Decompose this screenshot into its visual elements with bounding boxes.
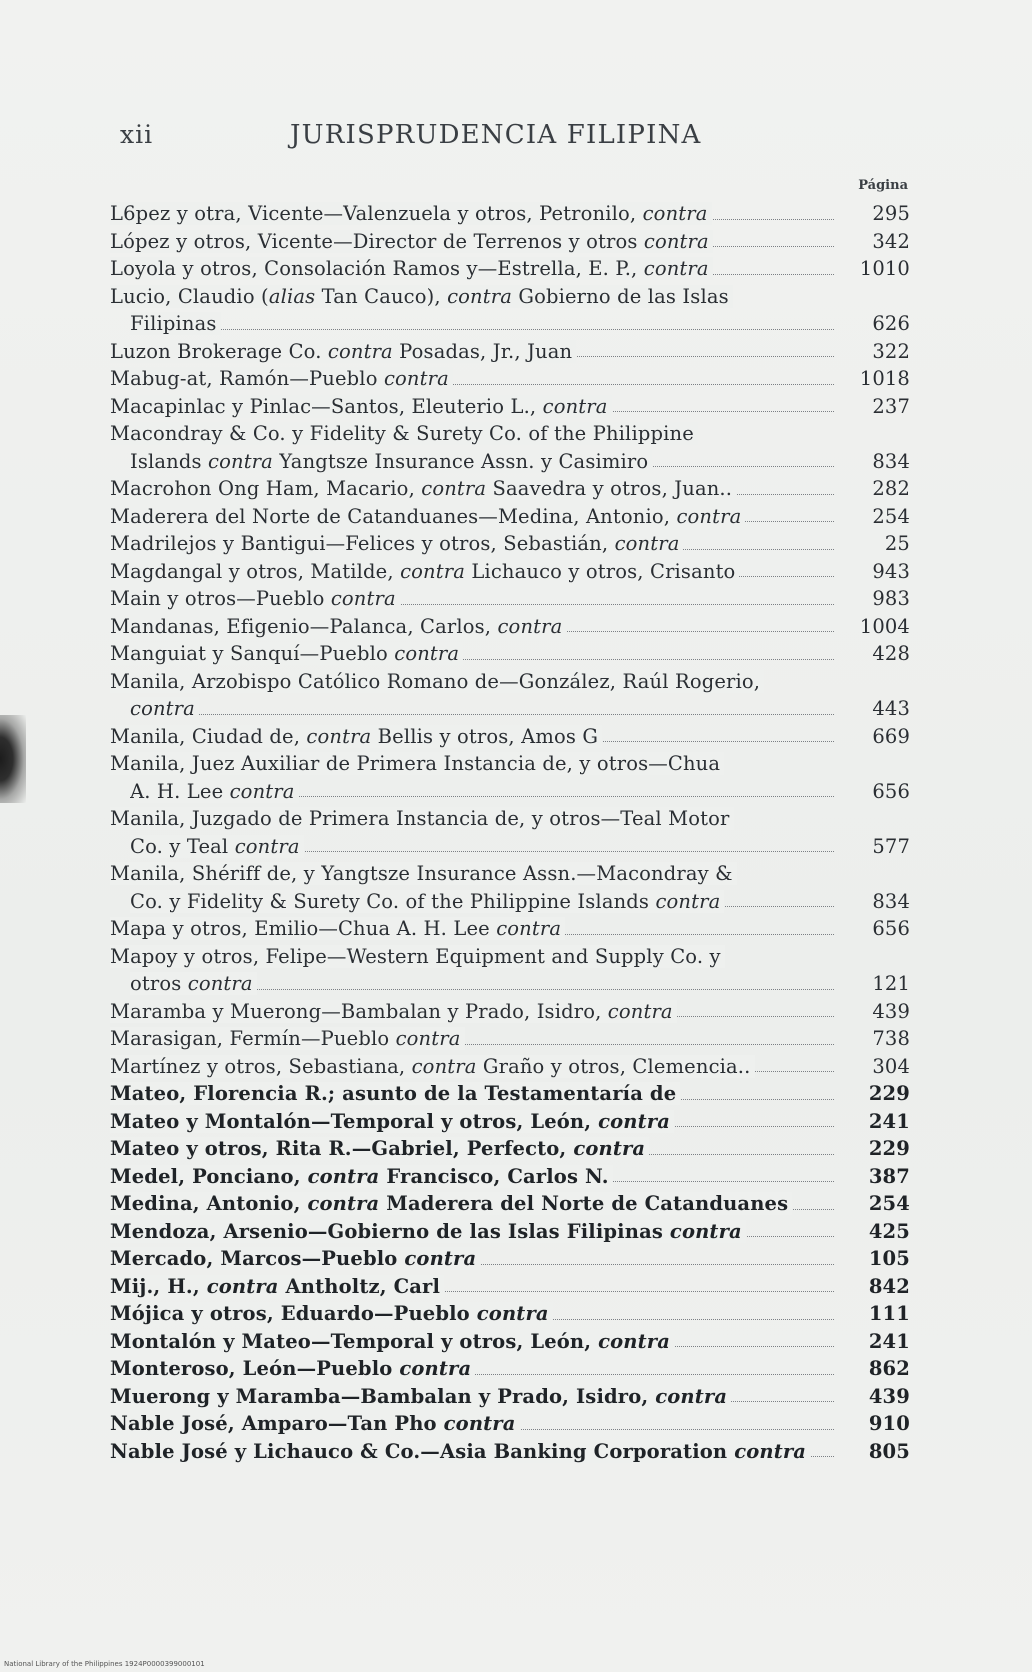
italic-word: contra bbox=[607, 999, 673, 1023]
entry-text bbox=[110, 1302, 553, 1325]
page-number: 439 bbox=[872, 999, 910, 1023]
entry-text bbox=[130, 697, 199, 720]
text-run: Nable José, Amparo—Tan Pho bbox=[110, 1412, 444, 1435]
entry-line bbox=[110, 1108, 840, 1136]
index-entry bbox=[0, 585, 1032, 613]
entry-text bbox=[130, 890, 724, 913]
entry-line bbox=[110, 475, 840, 503]
page-number: 254 bbox=[872, 504, 910, 528]
text-run: Graño y otros, Clemencia.. bbox=[476, 1054, 751, 1078]
italic-word: contra bbox=[614, 532, 680, 555]
entry-text bbox=[110, 1330, 674, 1353]
entry-line bbox=[110, 1080, 840, 1108]
italic-word: contra bbox=[542, 394, 608, 418]
page-number: 738 bbox=[872, 1027, 910, 1050]
entry-line bbox=[110, 668, 840, 696]
entry-line bbox=[110, 723, 840, 751]
text-run: Macrohon Ong Ham, Macario, bbox=[110, 477, 422, 500]
page-number: 428 bbox=[872, 642, 910, 665]
italic-word: contra bbox=[400, 559, 465, 583]
text-run: Manila, Ciudad de, bbox=[110, 724, 307, 748]
entry-line bbox=[110, 338, 840, 366]
italic-word: contra bbox=[643, 229, 709, 253]
page-number: 105 bbox=[868, 1247, 910, 1270]
text-run: Loyola y otros, Consolación Ramos y—Estrella, E. P., bbox=[110, 257, 644, 280]
page-number: 295 bbox=[872, 202, 910, 225]
italic-word: contra bbox=[307, 1164, 380, 1188]
index-entry bbox=[0, 1025, 1032, 1053]
italic-word: contra bbox=[655, 889, 721, 913]
italic-word: contra bbox=[496, 917, 562, 940]
text-run: Mapoy y otros, Felipe—Western Equipment and Supply Co. y bbox=[110, 944, 721, 968]
entry-text bbox=[110, 230, 713, 253]
entry-line bbox=[130, 833, 840, 861]
index-entry bbox=[0, 1190, 1032, 1218]
entry-line bbox=[110, 1300, 840, 1328]
text-run: Manila, Juzgado de Primera Instancia de, y otros—Teal Motor bbox=[110, 807, 730, 830]
entry-line bbox=[110, 915, 840, 943]
entry-text bbox=[130, 312, 221, 335]
text-run: Maramba y Muerong—Bambalan y Prado, Isidro, bbox=[110, 999, 608, 1023]
italic-word: contra bbox=[208, 449, 273, 473]
page-number: 322 bbox=[872, 339, 910, 363]
text-run: Montalón y Mateo—Temporal y otros, León, bbox=[110, 1329, 599, 1353]
index-entry bbox=[0, 860, 1032, 915]
page-number: 282 bbox=[872, 477, 910, 500]
page-number: 111 bbox=[868, 1302, 910, 1325]
entry-line bbox=[110, 1328, 840, 1356]
index-entry bbox=[0, 1080, 1032, 1108]
entry-line bbox=[130, 970, 840, 998]
page-number: 669 bbox=[872, 724, 910, 748]
index-entry bbox=[0, 613, 1032, 641]
index-entry bbox=[0, 338, 1032, 366]
index-entry bbox=[0, 530, 1032, 558]
entry-line bbox=[110, 1355, 840, 1383]
entry-line bbox=[110, 1273, 840, 1301]
index-entry bbox=[0, 475, 1032, 503]
page-number: 254 bbox=[868, 1192, 910, 1215]
entry-line bbox=[130, 778, 840, 806]
text-run: Bellis y otros, Amos G bbox=[371, 724, 599, 748]
text-run: Gobierno de las Islas bbox=[512, 284, 729, 308]
entry-line bbox=[110, 805, 840, 833]
entry-text bbox=[130, 835, 304, 858]
entry-text bbox=[110, 670, 764, 693]
text-run: Mateo y Montalón—Temporal y otros, León, bbox=[110, 1109, 599, 1133]
text-run: Manila, Shériff de, y Yangtsze Insurance Assn.—Macondray & bbox=[110, 862, 733, 885]
text-run: Manila, Arzobispo Católico Romano de—González, Raúl Rogerio, bbox=[110, 669, 761, 693]
entry-text bbox=[110, 862, 737, 885]
entry-text bbox=[110, 285, 733, 308]
entry-text bbox=[110, 477, 736, 500]
entry-line bbox=[110, 1053, 840, 1081]
italic-word: contra bbox=[307, 1192, 380, 1215]
page-number: 1010 bbox=[859, 257, 910, 280]
entry-line bbox=[130, 310, 840, 338]
index-entry bbox=[0, 998, 1032, 1026]
italic-word: contra bbox=[395, 1027, 461, 1050]
entry-text bbox=[110, 367, 453, 390]
index-entry bbox=[0, 503, 1032, 531]
index-entry bbox=[0, 558, 1032, 586]
index-entry bbox=[0, 283, 1032, 338]
text-run: Lucio, Claudio ( bbox=[110, 284, 269, 308]
entry-text bbox=[110, 1000, 677, 1023]
page-number: 342 bbox=[872, 229, 910, 253]
entry-line bbox=[110, 1245, 840, 1273]
entry-line bbox=[110, 585, 840, 613]
text-run: L6pez y otra, Vicente—Valenzuela y otros, Petronilo, bbox=[110, 202, 643, 225]
text-run: Medel, Ponciano, bbox=[110, 1164, 308, 1188]
index-entry bbox=[0, 1273, 1032, 1301]
text-run: A. H. Lee bbox=[130, 779, 230, 803]
italic-word: contra bbox=[399, 1357, 472, 1380]
text-run: Mendoza, Arsenio—Gobierno de las Islas Filipinas bbox=[110, 1219, 670, 1243]
entry-line bbox=[110, 530, 840, 558]
page-number: 241 bbox=[868, 1329, 910, 1353]
italic-word: contra bbox=[327, 339, 393, 363]
italic-word: contra bbox=[676, 504, 742, 528]
text-run: Manila, Juez Auxiliar de Primera Instancia de, y otros—Chua bbox=[110, 752, 721, 775]
entry-line bbox=[110, 228, 840, 256]
entry-text bbox=[130, 450, 652, 473]
entry-text bbox=[110, 1357, 475, 1380]
text-run: Co. y Teal bbox=[130, 834, 235, 858]
entry-line bbox=[130, 448, 840, 476]
entry-line bbox=[110, 420, 840, 448]
index-entry bbox=[0, 1438, 1032, 1466]
page-number: 1018 bbox=[859, 367, 910, 390]
page-number: 626 bbox=[872, 312, 910, 335]
entry-text bbox=[130, 972, 257, 995]
entry-line bbox=[110, 1410, 840, 1438]
italic-word: contra bbox=[229, 779, 295, 803]
entry-text bbox=[110, 945, 725, 968]
page-number: 834 bbox=[872, 449, 910, 473]
index-entry bbox=[0, 255, 1032, 283]
text-run: Mateo y otros, Rita R.—Gabriel, Perfecto, bbox=[110, 1137, 574, 1160]
index-entry bbox=[0, 1300, 1032, 1328]
index-entry bbox=[0, 228, 1032, 256]
index-entry bbox=[0, 915, 1032, 943]
entry-text bbox=[110, 752, 724, 775]
entry-text bbox=[110, 1027, 465, 1050]
italic-word: contra bbox=[573, 1137, 646, 1160]
entry-text bbox=[110, 257, 713, 280]
entry-text bbox=[110, 1082, 680, 1105]
text-run: Posadas, Jr., Juan bbox=[392, 339, 573, 363]
page-number: 25 bbox=[884, 532, 910, 555]
text-run: Manguiat y Sanquí—Pueblo bbox=[110, 642, 395, 665]
italic-word: contra bbox=[234, 834, 300, 858]
entry-text bbox=[110, 422, 698, 445]
entry-line bbox=[110, 1163, 840, 1191]
page-number: 862 bbox=[868, 1357, 910, 1380]
italic-word: contra bbox=[476, 1302, 549, 1325]
index-entry bbox=[0, 393, 1032, 421]
entry-line bbox=[110, 255, 840, 283]
text-run: Co. y Fidelity & Surety Co. of the Philippine Islands bbox=[130, 889, 656, 913]
index-entry bbox=[0, 723, 1032, 751]
entry-text bbox=[110, 505, 745, 528]
entry-line bbox=[110, 283, 840, 311]
text-run: Mójica y otros, Eduardo—Pueblo bbox=[110, 1302, 477, 1325]
entry-line bbox=[130, 695, 840, 723]
entry-line bbox=[110, 1383, 840, 1411]
italic-word: contra bbox=[130, 697, 195, 720]
index-entry bbox=[0, 1163, 1032, 1191]
dot-leader bbox=[130, 714, 834, 715]
entry-line bbox=[110, 1135, 840, 1163]
page-number: 229 bbox=[868, 1137, 910, 1160]
text-run: Mercado, Marcos—Pueblo bbox=[110, 1247, 405, 1270]
entry-text bbox=[110, 587, 400, 610]
text-run: Mandanas, Efigenio—Palanca, Carlos, bbox=[110, 614, 498, 638]
entry-line bbox=[110, 750, 840, 778]
text-run: Nable José y Lichauco & Co.—Asia Banking Corporation bbox=[110, 1439, 735, 1463]
italic-word: contra bbox=[383, 367, 449, 390]
entry-text bbox=[110, 1110, 674, 1133]
page-number: 943 bbox=[872, 559, 910, 583]
entry-line bbox=[110, 860, 840, 888]
page-number: 387 bbox=[868, 1164, 910, 1188]
italic-word: contra bbox=[655, 1384, 728, 1408]
italic-word: contra bbox=[497, 614, 563, 638]
page-number: 577 bbox=[872, 834, 910, 858]
page-number: 910 bbox=[868, 1412, 910, 1435]
dot-leader bbox=[130, 329, 834, 330]
entry-text bbox=[110, 340, 576, 363]
text-run: Lichauco y otros, Crisanto bbox=[464, 559, 736, 583]
text-run: Marasigan, Fermín—Pueblo bbox=[110, 1027, 396, 1050]
index-entry bbox=[0, 1108, 1032, 1136]
index-entry bbox=[0, 668, 1032, 723]
entry-line bbox=[130, 888, 840, 916]
text-run: Macondray & Co. y Fidelity & Surety Co. of the Philippine bbox=[110, 422, 694, 445]
entry-text bbox=[110, 1137, 649, 1160]
italic-word: contra bbox=[734, 1439, 807, 1463]
text-run: Tan Cauco), bbox=[315, 284, 448, 308]
column-label: Página bbox=[858, 178, 908, 193]
entry-line bbox=[110, 365, 840, 393]
entry-line bbox=[110, 558, 840, 586]
text-run: Macapinlac y Pinlac—Santos, Eleuterio L., bbox=[110, 394, 543, 418]
entry-line bbox=[110, 998, 840, 1026]
text-run: Medina, Antonio, bbox=[110, 1192, 308, 1215]
italic-word: contra bbox=[206, 1274, 279, 1298]
italic-word: contra bbox=[669, 1219, 742, 1243]
italic-word: contra bbox=[411, 1054, 477, 1078]
italic-word: contra bbox=[598, 1109, 670, 1133]
entry-line bbox=[110, 200, 840, 228]
entry-text bbox=[110, 1385, 731, 1408]
entry-text bbox=[110, 642, 463, 665]
text-run: Magdangal y otros, Matilde, bbox=[110, 559, 401, 583]
index-entry bbox=[0, 1410, 1032, 1438]
text-run: Madrilejos y Bantigui—Felices y otros, Sebastián, bbox=[110, 532, 615, 555]
index-entry bbox=[0, 1383, 1032, 1411]
entry-text bbox=[130, 780, 299, 803]
text-run: Mapa y otros, Emilio—Chua A. H. Lee bbox=[110, 917, 497, 940]
entry-line bbox=[110, 393, 840, 421]
page-number: 121 bbox=[872, 972, 910, 995]
page-number: 983 bbox=[872, 587, 910, 610]
text-run: Mij., H., bbox=[110, 1274, 207, 1298]
entry-text bbox=[110, 1440, 810, 1463]
page-number: 425 bbox=[868, 1219, 910, 1243]
text-run: Saavedra y otros, Juan.. bbox=[486, 477, 733, 500]
entry-line bbox=[110, 503, 840, 531]
page-number: 656 bbox=[872, 779, 910, 803]
italic-word: contra bbox=[187, 972, 253, 995]
entry-line bbox=[110, 613, 840, 641]
entry-text bbox=[110, 560, 739, 583]
entry-text bbox=[110, 1220, 746, 1243]
entry-text bbox=[110, 917, 565, 940]
entry-text bbox=[110, 725, 602, 748]
entry-text bbox=[110, 532, 683, 555]
italic-word: contra bbox=[643, 257, 709, 280]
entry-line bbox=[110, 1190, 840, 1218]
page-number: 304 bbox=[872, 1054, 910, 1078]
italic-word: contra bbox=[443, 1412, 516, 1435]
entry-line bbox=[110, 640, 840, 668]
text-run: Filipinas bbox=[130, 312, 217, 335]
index-entry bbox=[0, 1245, 1032, 1273]
index-entry bbox=[0, 750, 1032, 805]
page-number: 241 bbox=[868, 1109, 910, 1133]
text-run: Monteroso, León—Pueblo bbox=[110, 1357, 400, 1380]
entry-text bbox=[110, 615, 566, 638]
page-number: 229 bbox=[868, 1082, 910, 1105]
entry-text bbox=[110, 807, 734, 830]
entry-text bbox=[110, 1055, 755, 1078]
italic-word: contra bbox=[404, 1247, 477, 1270]
page-number: 443 bbox=[872, 697, 910, 720]
italic-word: contra bbox=[394, 642, 460, 665]
index-entry bbox=[0, 1355, 1032, 1383]
text-run: Maderera del Norte de Catanduanes—Medina, Antonio, bbox=[110, 504, 677, 528]
page-number: 237 bbox=[872, 394, 910, 418]
text-run: Francisco, Carlos N. bbox=[379, 1164, 609, 1188]
page-number: 656 bbox=[872, 917, 910, 940]
page-number: 805 bbox=[868, 1439, 910, 1463]
entry-text bbox=[110, 1165, 613, 1188]
text-run: Mateo, Florencia R.; asunto de la Testamentaría de bbox=[110, 1082, 677, 1105]
entry-text bbox=[110, 1275, 444, 1298]
entry-text bbox=[110, 1247, 480, 1270]
index-entry bbox=[0, 943, 1032, 998]
entry-line bbox=[110, 1438, 840, 1466]
footer-credit: National Library of the Philippines 1924P0000399000101 bbox=[4, 1660, 205, 1668]
index-entry bbox=[0, 1328, 1032, 1356]
index-entry bbox=[0, 1218, 1032, 1246]
entry-line bbox=[110, 943, 840, 971]
entry-text bbox=[110, 395, 612, 418]
folio: xii bbox=[120, 120, 154, 149]
index-entry bbox=[0, 200, 1032, 228]
index-entry bbox=[0, 1053, 1032, 1081]
text-run: López y otros, Vicente—Director de Terrenos y otros bbox=[110, 229, 644, 253]
italic-word: contra bbox=[642, 202, 708, 225]
text-run: otros bbox=[130, 972, 188, 995]
entry-line bbox=[110, 1218, 840, 1246]
italic-word: contra bbox=[330, 587, 396, 610]
index-entry bbox=[0, 365, 1032, 393]
index-entry bbox=[0, 805, 1032, 860]
page-number: 1004 bbox=[859, 614, 910, 638]
index-entry bbox=[0, 420, 1032, 475]
page-number: 439 bbox=[868, 1384, 910, 1408]
italic-word: contra bbox=[447, 284, 512, 308]
text-run: Martínez y otros, Sebastiana, bbox=[110, 1054, 412, 1078]
page-title: JURISPRUDENCIA FILIPINA bbox=[290, 120, 702, 150]
text-run: Islands bbox=[130, 449, 209, 473]
entry-text bbox=[110, 1412, 520, 1435]
index-entry bbox=[0, 1135, 1032, 1163]
text-run: Yangtsze Insurance Assn. y Casimiro bbox=[272, 449, 649, 473]
text-run: Antholtz, Carl bbox=[278, 1274, 441, 1298]
entry-text bbox=[110, 1192, 792, 1215]
entry-line bbox=[110, 1025, 840, 1053]
italic-word: contra bbox=[421, 477, 487, 500]
index-entry bbox=[0, 640, 1032, 668]
italic-word: contra bbox=[306, 724, 372, 748]
text-run: Luzon Brokerage Co. bbox=[110, 339, 328, 363]
page-number: 842 bbox=[868, 1274, 910, 1298]
italic-word: alias bbox=[268, 284, 316, 308]
text-run: Main y otros—Pueblo bbox=[110, 587, 331, 610]
text-run: Maderera del Norte de Catanduanes bbox=[379, 1192, 789, 1215]
page-number: 834 bbox=[872, 889, 910, 913]
text-run: Mabug-at, Ramón—Pueblo bbox=[110, 367, 384, 390]
index-list bbox=[0, 200, 1032, 1465]
italic-word: contra bbox=[598, 1329, 670, 1353]
entry-text bbox=[110, 202, 712, 225]
text-run: Muerong y Maramba—Bambalan y Prado, Isidro, bbox=[110, 1384, 656, 1408]
